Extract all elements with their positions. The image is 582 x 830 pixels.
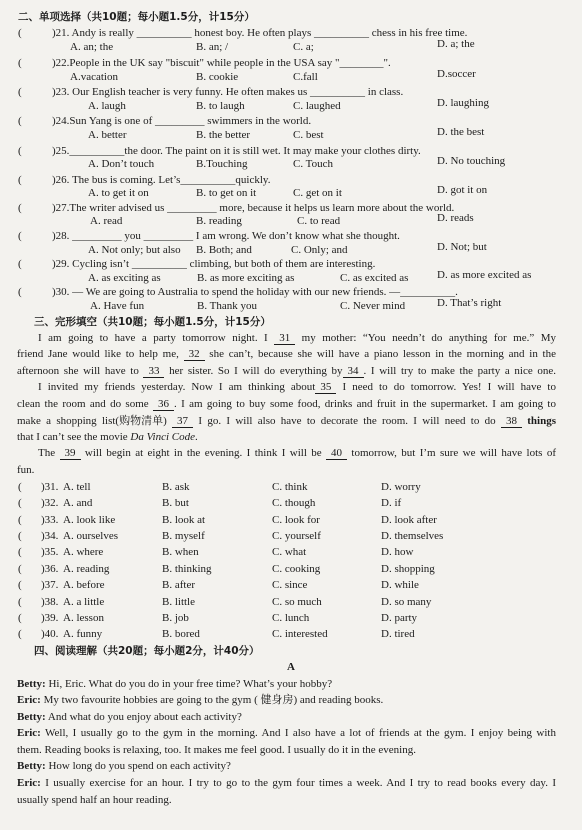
cloze-options-40 bbox=[0, 627, 582, 641]
options-28 bbox=[0, 243, 582, 257]
passage-text: . I am going to buy some food, drinks and fruit in the supermarket. I am going to bbox=[174, 398, 556, 410]
option-b: B. Both; and bbox=[196, 244, 252, 256]
answer-bracket: ( bbox=[18, 514, 22, 526]
option-c: C. Only; and bbox=[291, 244, 348, 256]
blank-37: 37 bbox=[172, 416, 193, 428]
answer-bracket: ( bbox=[18, 546, 22, 558]
blank-32: 32 bbox=[184, 349, 205, 361]
option-a: A. a little bbox=[63, 596, 105, 608]
passage-text: fun. bbox=[17, 464, 35, 476]
passage-text: The bbox=[38, 447, 60, 459]
option-a: A. Not only; but also bbox=[88, 244, 181, 256]
option-a: A. Don’t touch bbox=[88, 158, 155, 170]
question-number: )38. bbox=[41, 596, 59, 608]
option-b: B. job bbox=[162, 612, 189, 624]
blank-36: 36 bbox=[153, 399, 174, 411]
dialogue-text: them. Reading books is relaxing, too. It makes me feel good. I usually do it in the evening. bbox=[17, 744, 416, 756]
option-d: D. Not; but bbox=[437, 241, 487, 253]
question-number: )39. bbox=[41, 612, 59, 624]
option-c: C. so much bbox=[272, 596, 322, 608]
option-c: C. Touch bbox=[293, 158, 333, 170]
cloze-options-34 bbox=[0, 529, 582, 543]
option-c: C. a; bbox=[293, 41, 314, 53]
passage-text: make a shopping list(购物清单) bbox=[17, 415, 173, 427]
cloze-options-37 bbox=[0, 578, 582, 592]
answer-bracket: ( bbox=[18, 202, 22, 214]
question-24 bbox=[0, 114, 582, 128]
option-d: D. got it on bbox=[437, 184, 488, 196]
dialogue-line bbox=[17, 793, 172, 807]
option-c: C. best bbox=[293, 129, 324, 141]
option-b: B. to laugh bbox=[196, 100, 245, 112]
dialogue-text: My two favourite hobbies are going to the gym ( 健身房) and reading books. bbox=[43, 694, 384, 706]
question-number: )31. bbox=[41, 481, 59, 493]
option-d: D. as more excited as bbox=[437, 269, 532, 281]
question-number: )33. bbox=[41, 514, 59, 526]
option-a: A. where bbox=[63, 546, 104, 558]
dialogue-text: And what do you enjoy about each activity? bbox=[47, 711, 242, 723]
option-d: D. That’s right bbox=[437, 297, 502, 309]
passage-text: I need to do tomorrow. Yes! I will have to bbox=[336, 381, 556, 393]
option-d: D. a; the bbox=[437, 38, 475, 50]
question-text: )28. _________ you _________ I am wrong. We don’t know what she thought. bbox=[52, 230, 400, 242]
question-text: )29. Cycling isn’t __________ climbing, but both of them are interesting. bbox=[52, 258, 376, 270]
option-c: C. though bbox=[272, 497, 316, 509]
blank-38: 38 bbox=[501, 416, 522, 428]
option-a: A. reading bbox=[63, 563, 110, 575]
option-c: C. think bbox=[272, 481, 308, 493]
passage-line bbox=[38, 380, 556, 394]
option-b: B. as more exciting as bbox=[197, 272, 295, 284]
passage-text: she can’t, because she will have a piano lesson in the morning and in the bbox=[204, 348, 556, 360]
option-c: C. look for bbox=[272, 514, 320, 526]
answer-bracket: ( bbox=[18, 481, 22, 493]
blank-34: 34 bbox=[343, 366, 364, 378]
section-title-single-choice: 二、单项选择（共10题；每小题1.5分，计15分） bbox=[18, 11, 255, 23]
passage-line bbox=[38, 331, 556, 345]
option-b: B. ask bbox=[162, 481, 190, 493]
dialogue-line bbox=[17, 759, 231, 773]
option-d: D. laughing bbox=[437, 97, 489, 109]
question-26 bbox=[0, 173, 582, 187]
passage-text: things bbox=[521, 415, 556, 427]
option-a: A. an; the bbox=[70, 41, 114, 53]
answer-bracket: ( bbox=[18, 230, 22, 242]
option-c: C. lunch bbox=[272, 612, 310, 624]
dialogue-text: Hi, Eric. What do you do in your free time? What’s your hobby? bbox=[48, 678, 333, 690]
answer-bracket: ( bbox=[18, 27, 22, 39]
option-d: D. No touching bbox=[437, 155, 506, 167]
cloze-options-35 bbox=[0, 545, 582, 559]
dialogue-line bbox=[17, 743, 416, 757]
speaker: Eric: bbox=[17, 727, 41, 739]
option-b: B. reading bbox=[196, 215, 242, 227]
option-d: D. if bbox=[381, 497, 402, 509]
question-number: )36. bbox=[41, 563, 59, 575]
answer-bracket: ( bbox=[18, 530, 22, 542]
option-c: C. Never mind bbox=[340, 300, 406, 312]
question-number: )37. bbox=[41, 579, 59, 591]
answer-bracket: ( bbox=[18, 57, 22, 69]
dialogue-text: How long do you spend on each activity? bbox=[48, 760, 231, 772]
dialogue-line bbox=[17, 677, 332, 691]
question-28 bbox=[0, 229, 582, 243]
passage-line bbox=[17, 463, 34, 477]
options-27 bbox=[0, 214, 582, 228]
question-number: )34. bbox=[41, 530, 59, 542]
option-d: D. tired bbox=[381, 628, 415, 640]
option-a: A. look like bbox=[63, 514, 116, 526]
blank-31: 31 bbox=[274, 333, 295, 345]
answer-bracket: ( bbox=[18, 174, 22, 186]
answer-bracket: ( bbox=[18, 115, 22, 127]
cloze-options-36 bbox=[0, 562, 582, 576]
option-d: D. reads bbox=[437, 212, 474, 224]
blank-33: 33 bbox=[143, 366, 164, 378]
options-30 bbox=[0, 299, 582, 313]
option-b: B. bored bbox=[162, 628, 200, 640]
passage-text: her sister. So I will do everything by bbox=[164, 365, 343, 377]
option-c: C. cooking bbox=[272, 563, 321, 575]
question-text: )25.__________the door. The paint on it is still wet. It may make your clothes dirty. bbox=[52, 145, 421, 157]
option-a: A. and bbox=[63, 497, 93, 509]
passage-text: I invited my friends yesterday. Now I am thinking about bbox=[38, 381, 316, 393]
option-d: D. worry bbox=[381, 481, 421, 493]
cloze-options-33 bbox=[0, 513, 582, 527]
section-title-reading: 四、阅读理解（共20题；每小题2分，计40分） bbox=[34, 645, 260, 657]
option-d: D.soccer bbox=[437, 68, 476, 80]
option-d: D. look after bbox=[381, 514, 437, 526]
dialogue-line bbox=[17, 710, 242, 724]
question-text: )23. Our English teacher is very funny. He often makes us __________ in class. bbox=[52, 86, 404, 98]
question-text: )30. — We are going to Australia to spend the holiday with our new friends. —__________. bbox=[52, 286, 458, 298]
dialogue-text: Well, I usually go to the gym in the morning. And I also have a lot of friends at the gym. I enjoy being with bbox=[45, 727, 556, 739]
question-number: )32. bbox=[41, 497, 59, 509]
dialogue-line bbox=[17, 693, 383, 707]
answer-bracket: ( bbox=[18, 86, 22, 98]
options-24 bbox=[0, 128, 582, 142]
option-a: A. to get it on bbox=[88, 187, 149, 199]
passage-text: will begin at eight in the evening. I think I will be bbox=[80, 447, 327, 459]
option-d: D. shopping bbox=[381, 563, 435, 575]
section-title-cloze: 三、完形填空（共10题；每小题1.5分，计15分） bbox=[34, 316, 271, 328]
passage-line bbox=[17, 430, 198, 444]
passage-text: afternoon she will have to bbox=[17, 365, 144, 377]
dialogue-line bbox=[17, 726, 556, 740]
option-a: A. laugh bbox=[88, 100, 126, 112]
answer-bracket: ( bbox=[18, 497, 22, 509]
answer-bracket: ( bbox=[18, 286, 22, 298]
option-c: C. to read bbox=[297, 215, 341, 227]
passage-text: clean the room and do some bbox=[17, 398, 153, 410]
option-d: D. the best bbox=[437, 126, 485, 138]
option-a: A. funny bbox=[63, 628, 103, 640]
option-b: B. but bbox=[162, 497, 189, 509]
option-a: A. better bbox=[88, 129, 127, 141]
passage-text: . I will try to make the party a nice one. bbox=[363, 365, 556, 377]
option-c: C. get on it bbox=[293, 187, 342, 199]
cloze-options-39 bbox=[0, 611, 582, 625]
question-23 bbox=[0, 85, 582, 99]
option-c: C. since bbox=[272, 579, 308, 591]
blank-40: 40 bbox=[326, 448, 347, 460]
passage-text: I go. I will also have to decorate the room. I will need to do bbox=[193, 415, 501, 427]
option-a: A.vacation bbox=[70, 71, 118, 83]
answer-bracket: ( bbox=[18, 628, 22, 640]
blank-35: 35 bbox=[315, 382, 336, 394]
passage-line bbox=[17, 397, 556, 411]
question-number: )40. bbox=[41, 628, 59, 640]
answer-bracket: ( bbox=[18, 612, 22, 624]
question-number: )35. bbox=[41, 546, 59, 558]
question-text: )26. The bus is coming. Let’s__________quickly. bbox=[52, 174, 271, 186]
option-d: D. themselves bbox=[381, 530, 444, 542]
passage-line bbox=[38, 446, 556, 460]
option-a: A. lesson bbox=[63, 612, 104, 624]
passage-line bbox=[17, 414, 556, 428]
option-d: D. party bbox=[381, 612, 418, 624]
speaker: Eric: bbox=[17, 777, 41, 789]
options-21 bbox=[0, 40, 582, 54]
option-c: C. yourself bbox=[272, 530, 321, 542]
passage-label: A bbox=[287, 661, 295, 673]
passage-text: I am going to have a party tomorrow night. I bbox=[38, 332, 275, 344]
option-d: D. while bbox=[381, 579, 419, 591]
option-b: B. thinking bbox=[162, 563, 212, 575]
question-text: )27.The writer advised us _________ more, because it helps us learn more about the world. bbox=[52, 202, 455, 214]
speaker: Betty: bbox=[17, 760, 46, 772]
option-b: B.Touching bbox=[196, 158, 248, 170]
option-a: A. read bbox=[90, 215, 123, 227]
question-21 bbox=[0, 26, 582, 40]
option-d: D. how bbox=[381, 546, 414, 558]
option-c: C. laughed bbox=[293, 100, 341, 112]
option-c: C.fall bbox=[293, 71, 318, 83]
passage-text: friend Jane would like to help me, bbox=[17, 348, 184, 360]
option-b: B. when bbox=[162, 546, 199, 558]
option-a: A. tell bbox=[63, 481, 91, 493]
option-a: A. ourselves bbox=[63, 530, 118, 542]
blank-39: 39 bbox=[60, 448, 81, 460]
option-b: B. Thank you bbox=[197, 300, 257, 312]
question-text: )24.Sun Yang is one of _________ swimmers in the world. bbox=[52, 115, 312, 127]
question-22 bbox=[0, 56, 582, 70]
option-b: B. cookie bbox=[196, 71, 239, 83]
option-c: C. as excited as bbox=[340, 272, 409, 284]
passage-text: . bbox=[194, 431, 198, 443]
option-a: A. Have fun bbox=[90, 300, 145, 312]
cloze-options-32 bbox=[0, 496, 582, 510]
answer-bracket: ( bbox=[18, 145, 22, 157]
question-27 bbox=[0, 201, 582, 215]
passage-text: that I can’t see the movie bbox=[17, 431, 131, 443]
passage-text: my mother: “You needn’t do anything for me.” My bbox=[295, 332, 557, 344]
answer-bracket: ( bbox=[18, 596, 22, 608]
passage-text: tomorrow, but I’m sure we will have lots of bbox=[347, 447, 556, 459]
speaker: Betty: bbox=[17, 711, 46, 723]
speaker: Betty: bbox=[17, 678, 46, 690]
question-text: )21. Andy is really __________ honest boy. He often plays __________ chess in his free time. bbox=[52, 27, 468, 39]
option-d: D. so many bbox=[381, 596, 432, 608]
dialogue-text: I usually exercise for an hour. I try to go to the gym four times a week. And I try to read books every day. I bbox=[45, 777, 557, 789]
option-b: B. the better bbox=[196, 129, 251, 141]
option-b: B. after bbox=[162, 579, 195, 591]
option-b: B. an; / bbox=[196, 41, 229, 53]
cloze-options-38 bbox=[0, 595, 582, 609]
dialogue-text: usually spend half an hour reading. bbox=[17, 794, 172, 806]
option-c: C. what bbox=[272, 546, 307, 558]
dialogue-line bbox=[17, 776, 556, 790]
cloze-options-31 bbox=[0, 480, 582, 494]
options-26 bbox=[0, 186, 582, 200]
option-a: A. as exciting as bbox=[88, 272, 161, 284]
movie-title: Da Vinci Code bbox=[130, 431, 195, 443]
options-22 bbox=[0, 70, 582, 84]
answer-bracket: ( bbox=[18, 563, 22, 575]
option-b: B. myself bbox=[162, 530, 205, 542]
option-b: B. look at bbox=[162, 514, 206, 526]
answer-bracket: ( bbox=[18, 258, 22, 270]
passage-line bbox=[17, 364, 556, 378]
options-25 bbox=[0, 157, 582, 171]
option-b: B. little bbox=[162, 596, 195, 608]
option-b: B. to get on it bbox=[196, 187, 257, 199]
passage-line bbox=[17, 347, 556, 361]
option-a: A. before bbox=[63, 579, 105, 591]
answer-bracket: ( bbox=[18, 579, 22, 591]
speaker: Eric: bbox=[17, 694, 41, 706]
options-23 bbox=[0, 99, 582, 113]
option-c: C. interested bbox=[272, 628, 328, 640]
options-29 bbox=[0, 271, 582, 285]
question-text: )22.People in the UK say "biscuit" while people in the USA say "________". bbox=[52, 57, 391, 69]
